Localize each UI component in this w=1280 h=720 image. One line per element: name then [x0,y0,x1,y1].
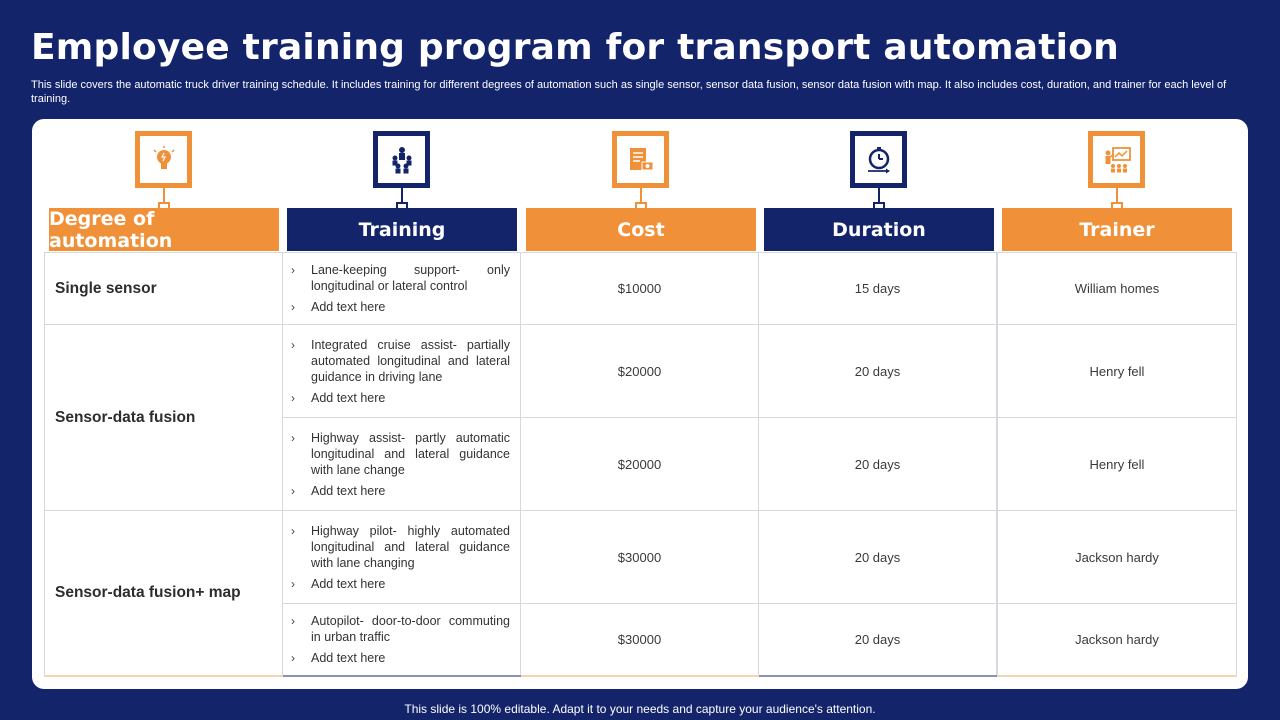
degree-cell [44,510,283,676]
trainer-cell [997,324,1237,418]
training-description: Lane-keeping support- only longitudinal or lateral control [311,263,510,293]
bullet-mark: › [291,390,295,405]
training-description: Autopilot- door-to-door commuting in urban traffic [311,614,510,644]
bullet-mark: › [291,614,295,628]
bullet-mark: › [291,651,295,665]
degree-cell [44,324,283,511]
training-cell [282,252,521,325]
training-placeholder: Add text here [311,390,386,405]
degree-cell [44,252,283,325]
trainer-cell [997,417,1237,511]
trainer-cell [997,510,1237,604]
bullet-mark: › [291,300,295,314]
header-trainer: Trainer [1002,208,1232,251]
duration-value: 15 days [854,281,901,296]
header-training: Training [287,208,517,251]
team-group-icon [387,145,417,175]
bottom-accent-line [521,675,759,677]
trainer-icon-box [1088,131,1145,188]
training-cell [282,324,521,418]
duration-cell [758,603,997,676]
duration-value: 20 days [854,632,901,647]
trainer-cell [997,252,1237,325]
training-placeholder: Add text here [311,483,386,498]
cost-cell [520,417,759,511]
degree-label: Single sensor [55,279,157,297]
trainer-name: Jackson hardy [1075,549,1159,565]
bullet-mark: › [291,263,295,277]
bullet-mark: › [291,430,295,445]
training-cell [282,417,521,511]
trainer-cell [997,603,1237,676]
cost-value: $20000 [617,456,662,472]
duration-value: 20 days [854,456,901,472]
bottom-accent-line [44,675,283,677]
cost-value: $30000 [617,549,662,565]
trainer-name: Jackson hardy [1075,632,1159,647]
duration-cell [758,324,997,418]
duration-cell [758,252,997,325]
cost-value: $20000 [617,363,662,379]
header-degree-of-automation: Degree of automation [49,208,279,251]
header-cost: Cost [526,208,756,251]
training-placeholder: Add text here [311,300,386,314]
header-duration: Duration [764,208,994,251]
bottom-accent-line [283,675,521,677]
training-cell [282,510,521,604]
cost-cell [520,252,759,325]
slide-subtitle: This slide covers the automatic truck driver training schedule. It includes training for different degrees of automation such as single sensor, sensor data fusion, sensor data fusion with map. It also includes cost, duration, and trainer for each level of training. [31,79,1227,105]
stopwatch-icon [864,145,894,175]
invoice-money-icon [626,145,656,175]
trainer-name: William homes [1074,281,1160,296]
cost-cell [520,510,759,604]
duration-icon-box [850,131,907,188]
degree-label: Sensor-data fusion+ map [55,584,241,601]
slide-footer: This slide is 100% editable. Adapt it to your needs and capture your audience's attention. [404,702,876,716]
presenter-board-icon [1102,145,1132,175]
duration-cell [758,510,997,604]
training-description: Highway pilot- highly automated longitudinal and lateral guidance with lane changing [311,523,510,570]
bullet-mark: › [291,483,295,498]
training-placeholder: Add text here [311,576,386,591]
cost-cell [520,603,759,676]
bottom-accent-line [997,675,1237,677]
cost-cell [520,324,759,418]
bottom-accent-line [759,675,997,677]
trainer-name: Henry fell [1089,456,1145,472]
training-table [44,252,1237,676]
degree-label: Sensor-data fusion [55,408,196,426]
training-cell [282,603,521,676]
duration-value: 20 days [854,363,901,379]
training-icon-box [373,131,430,188]
bullet-mark: › [291,337,295,352]
duration-cell [758,417,997,511]
training-description: Highway assist- partly automatic longitudinal and lateral guidance with lane change [311,430,510,477]
cost-icon-box [612,131,669,188]
degree-icon-box [135,131,192,188]
slide-title: Employee training program for transport automation [31,27,1119,68]
cost-value: $10000 [617,281,662,296]
duration-value: 20 days [854,549,901,565]
training-placeholder: Add text here [311,651,386,665]
bullet-mark: › [291,576,295,591]
cost-value: $30000 [617,632,662,647]
lightbulb-icon [149,145,179,175]
bullet-mark: › [291,523,295,538]
trainer-name: Henry fell [1089,363,1145,379]
training-description: Integrated cruise assist- partially automated longitudinal and lateral guidance in driving lane [311,337,510,384]
